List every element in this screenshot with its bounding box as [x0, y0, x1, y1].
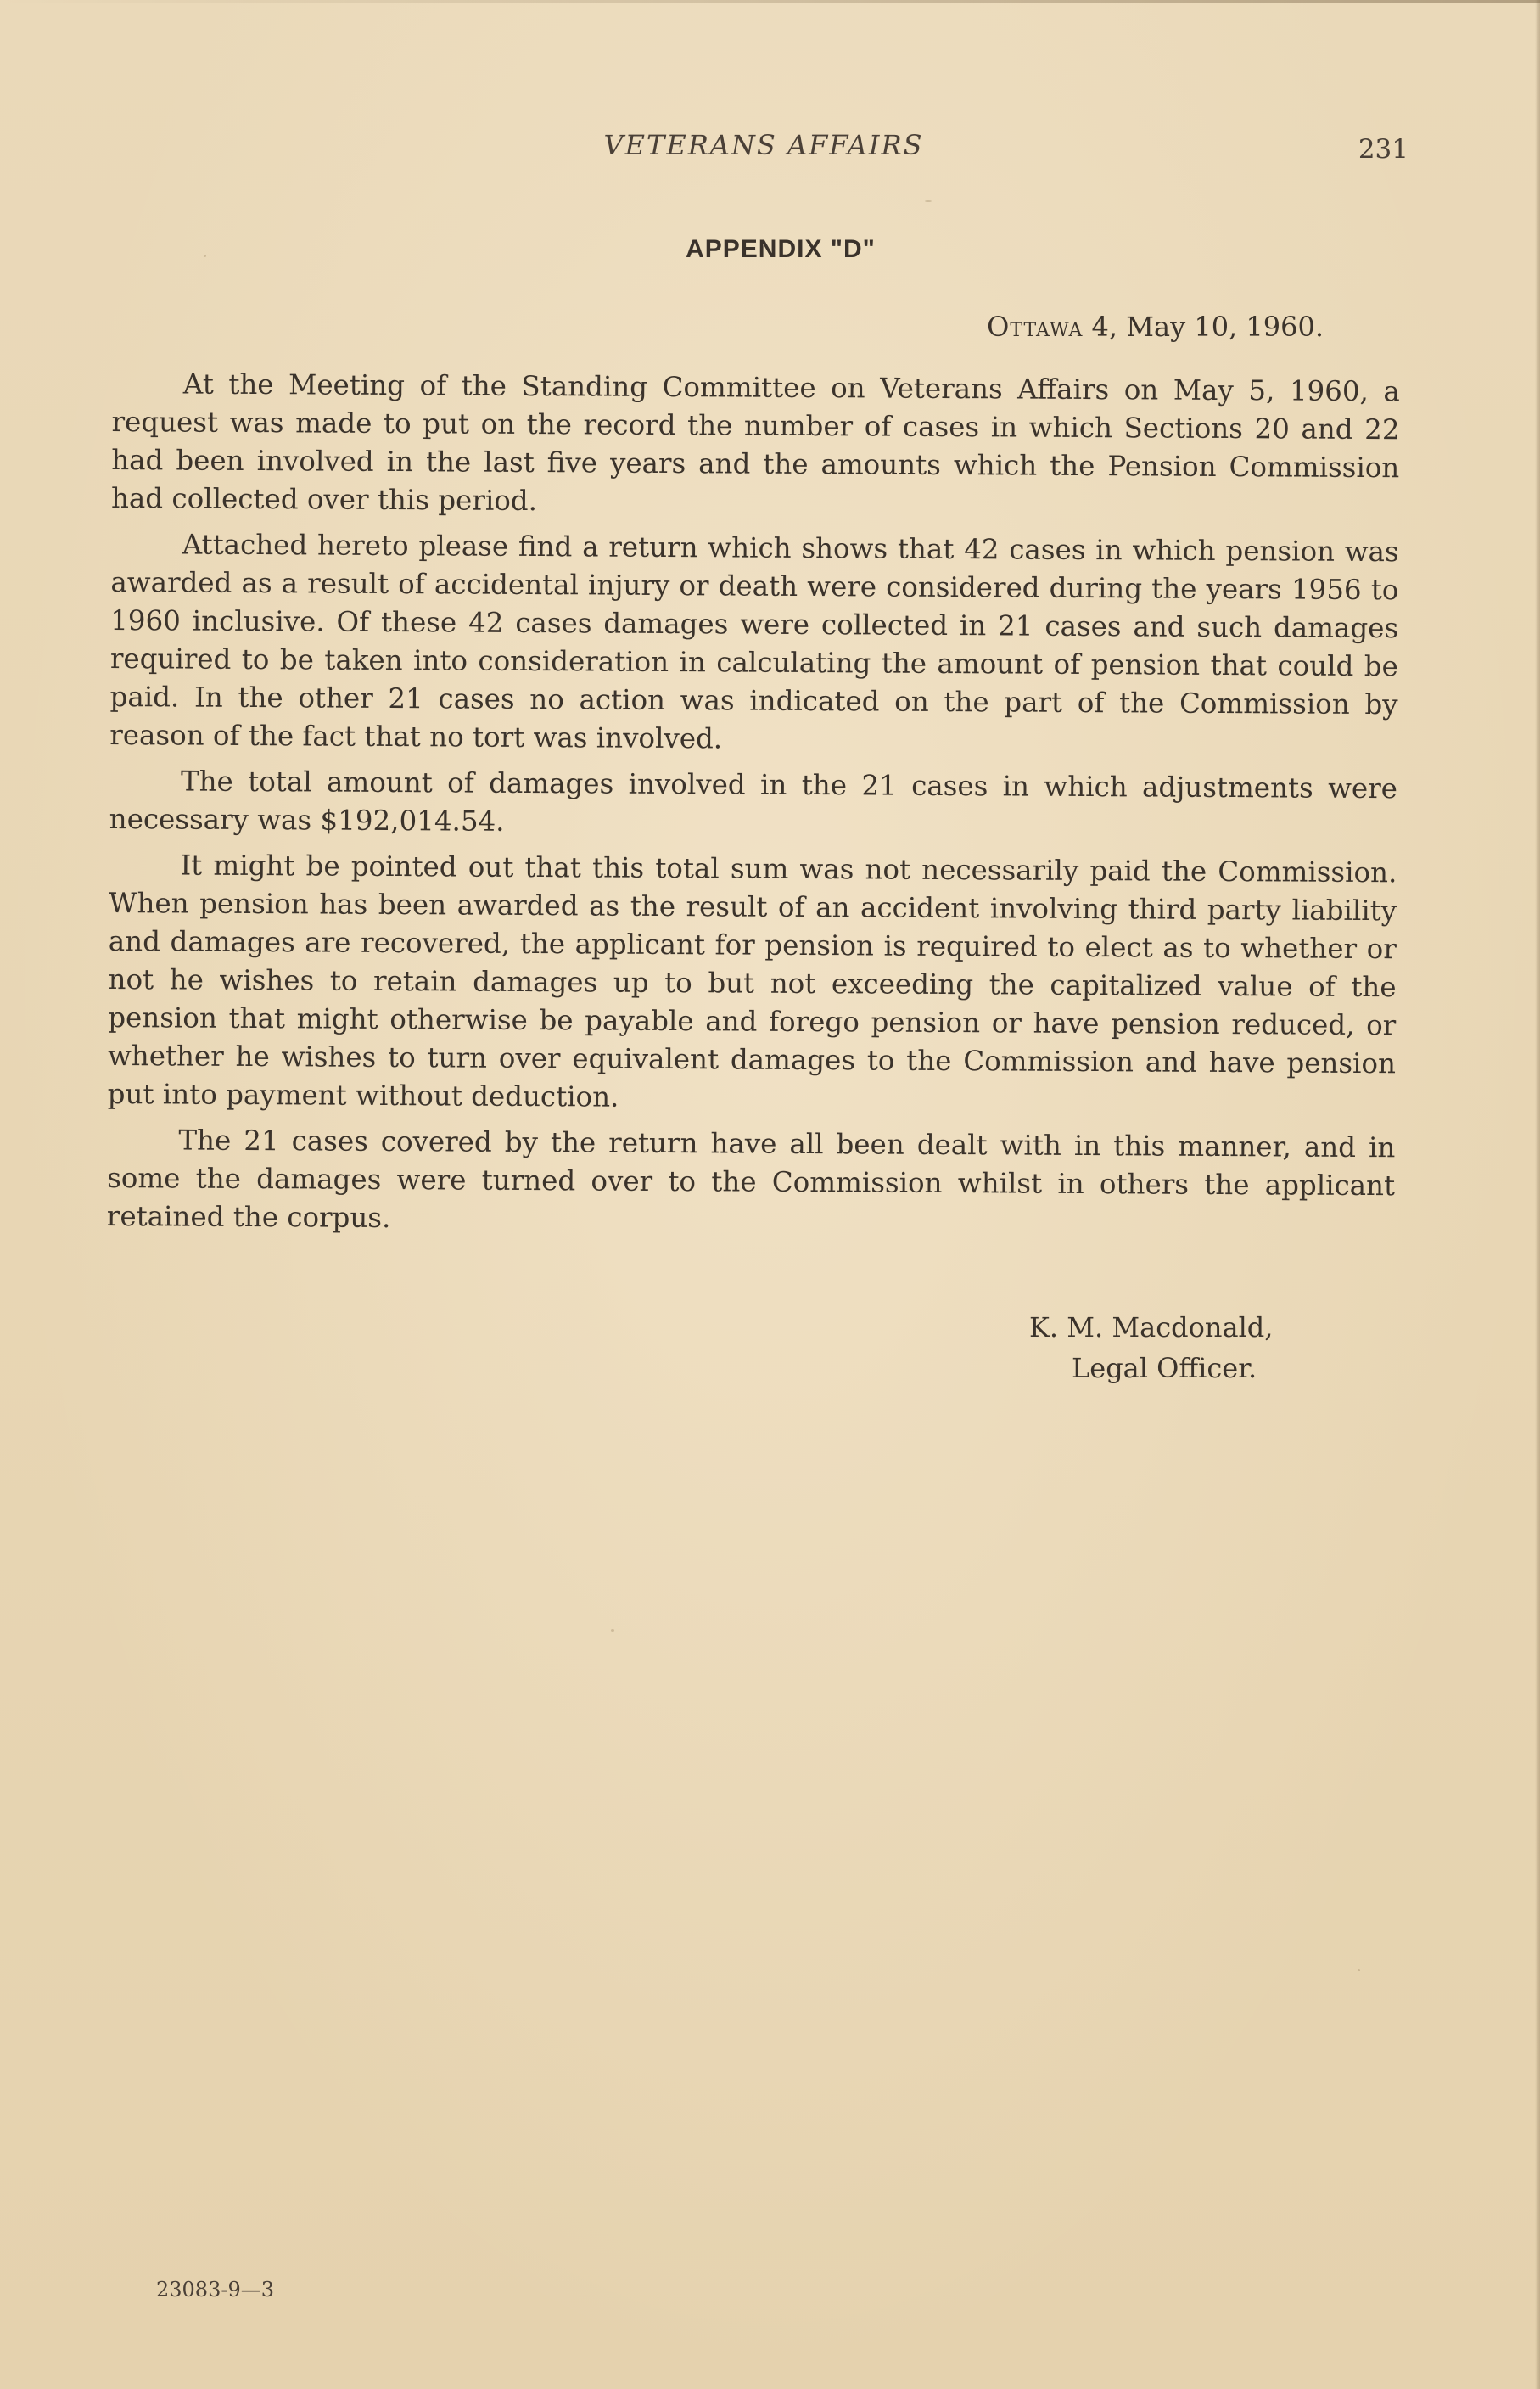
paper-speck	[1222, 917, 1224, 919]
paragraph-return-attached: Attached hereto please find a return which shows that 42 cases in which pension was awarded as a result of accidental injury or death were considered during the years 1956 to 1960 inclusive. Of these 42 cases damages were collected in 21 cases and such damages required to be taken into consideration in calculating the amount of pension that could be paid. In the other 21 cases no action was indicated on the part of the Commission by reason of the fact that no tort was involved.	[109, 528, 1399, 755]
dateline-place: Ottawa	[987, 311, 1084, 343]
page-right-edge	[1535, 0, 1540, 2389]
printer-signature-code: 23083-9—3	[156, 2278, 274, 2302]
signatory-title: Legal Officer.	[1072, 1352, 1257, 1384]
letter-body	[107, 365, 1400, 1251]
appendix-title: APPENDIX "D"	[686, 235, 876, 263]
paragraph-election-explanation: It might be pointed out that this total sum was not necessarily paid the Commission. When pension has been awarded as the result of an accident involving third party liability and damages are recovered, the applicant for pension is required to elect as to whether or not he wishes to retain damages up to but not exceeding the capitalized value of the pension that might otherwise be payable and forego pension or have pension reduced, or whether he wishes to turn over equivalent damages to the Commission and have pension put into payment without deduction.	[107, 849, 1397, 1113]
paper-speck	[611, 1629, 614, 1632]
page-top-edge	[0, 0, 1540, 3]
paper-speck	[1358, 1969, 1360, 1971]
paragraph-total-damages: The total amount of damages involved in the 21 cases in which adjustments were necessary was $192,014.54.	[109, 765, 1398, 838]
running-head: VETERANS AFFAIRS	[603, 129, 924, 161]
page-number: 231	[1358, 134, 1408, 165]
paragraph-meeting-request: At the Meeting of the Standing Committee on Veterans Affairs on May 5, 1960, a request was made to put on the record the number of cases in which Sections 20 and 22 had been involved in the last five years and the amounts which the Pension Commission had collected over this period.	[110, 367, 1400, 518]
paragraph-cases-dealt-with: The 21 cases covered by the return have all been dealt with in this manner, and in some the damages were turned over to the Commission whilst in others the applicant retained the corpus.	[106, 1124, 1396, 1235]
paper-speck	[925, 200, 932, 202]
dateline	[679, 311, 1324, 343]
signatory-name: K. M. Macdonald,	[1029, 1311, 1274, 1343]
paper-speck	[204, 255, 206, 257]
dateline-date: 4, May 10, 1960.	[1083, 311, 1324, 343]
signature-block	[976, 1307, 1341, 1388]
